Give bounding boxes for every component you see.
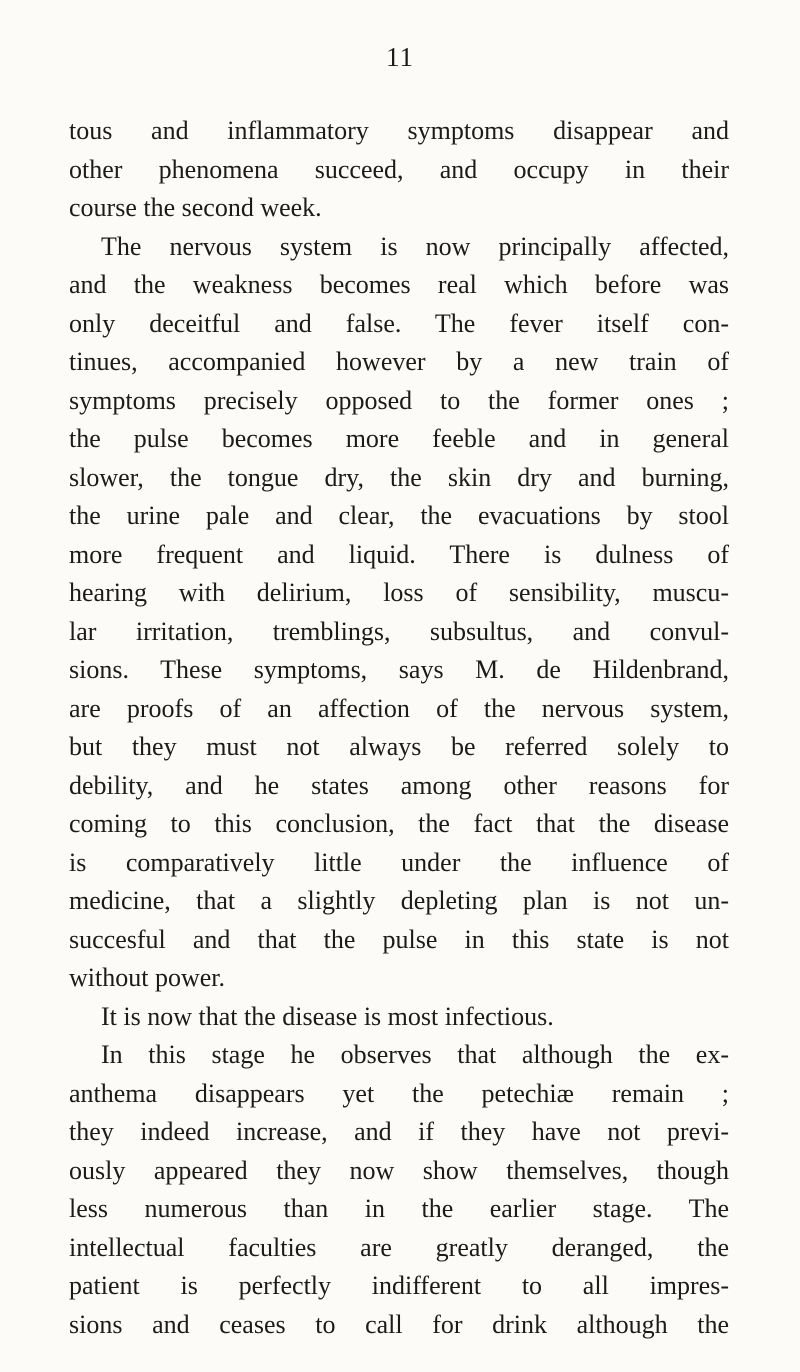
text-line: debility, and he states among other reasons for xyxy=(69,770,729,800)
text-line: slower, the tongue dry, the skin dry and burning, xyxy=(69,462,729,492)
text-line: only deceitful and false. The fever itself con- xyxy=(69,308,729,338)
text-line: other phenomena succeed, and occupy in their xyxy=(69,154,729,184)
text-line: more frequent and liquid. There is dulness of xyxy=(69,539,729,569)
text-line: and the weakness becomes real which before was xyxy=(69,270,729,299)
text-line: symptoms precisely opposed to the former ones ; xyxy=(69,385,729,415)
text-line: sions. These symptoms, says M. de Hildenbrand, xyxy=(69,655,729,684)
text-line: lar irritation, tremblings, subsultus, and convul- xyxy=(69,616,729,646)
text-line: less numerous than in the earlier stage. The xyxy=(69,1194,729,1223)
text-line: the pulse becomes more feeble and in general xyxy=(69,424,729,453)
text-line: the urine pale and clear, the evacuations by stool xyxy=(69,501,729,530)
text-line: they indeed increase, and if they have not previ- xyxy=(69,1117,729,1146)
text-line: hearing with delirium, loss of sensibility, muscu- xyxy=(69,578,729,607)
text-line: tous and inflammatory symptoms disappear and xyxy=(69,116,729,145)
text-line: is comparatively little under the influence of xyxy=(69,847,729,877)
text-line: are proofs of an affection of the nervous system, xyxy=(69,693,729,723)
text-line: without power. xyxy=(69,963,225,992)
text-line: but they must not always be referred solely to xyxy=(69,732,729,761)
text-line: The nervous system is now principally affected, xyxy=(101,231,729,261)
text-line: sions and ceases to call for drink although the xyxy=(69,1309,729,1339)
text-line: medicine, that a slightly depleting plan is not un- xyxy=(69,886,729,915)
text-line: tinues, accompanied however by a new train of xyxy=(69,347,729,376)
text-line: intellectual faculties are greatly deranged, the xyxy=(69,1232,729,1262)
text-line: ously appeared they now show themselves, though xyxy=(69,1155,729,1185)
text-line: patient is perfectly indifferent to all impres- xyxy=(69,1271,729,1300)
text-line: succesful and that the pulse in this state is not xyxy=(69,924,729,954)
text-line: In this stage he observes that although the ex- xyxy=(101,1040,729,1069)
text-line: It is now that the disease is most infectious. xyxy=(101,1001,554,1031)
text-line: coming to this conclusion, the fact that the disease xyxy=(69,809,729,838)
text-line: course the second week. xyxy=(69,193,322,222)
text-line: anthema disappears yet the petechiæ remain ; xyxy=(69,1078,729,1108)
page-number: 11 xyxy=(386,42,414,72)
